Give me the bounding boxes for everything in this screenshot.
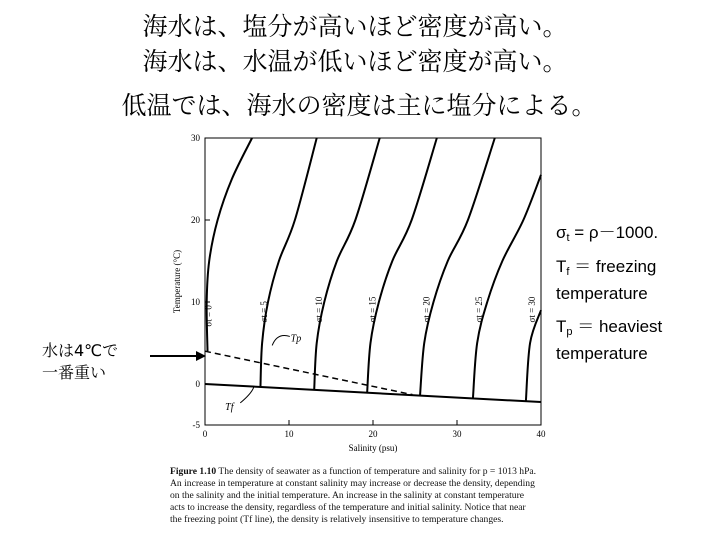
isopycnal-label: σt = 30	[527, 296, 538, 323]
caption-line-5: the freezing point (Tf line), the density is relatively insensitive to temperature changes.	[170, 514, 504, 525]
x-tick-label: 20	[368, 429, 378, 439]
figure-caption	[170, 466, 600, 526]
chart-axes	[205, 138, 541, 425]
isopycnal-label: σt = 10	[313, 296, 324, 323]
tp-definition	[556, 316, 662, 365]
sigma-definition	[556, 222, 658, 249]
isopycnal-line	[526, 310, 541, 401]
x-axis-label: Salinity (psu)	[348, 443, 398, 453]
isopycnal-label: σt = 20	[421, 296, 432, 323]
isopycnal-label: σt = 15	[367, 296, 378, 323]
tf-curve-label: Tf	[225, 402, 234, 414]
title-line-2: 海水は、水温が低いほど密度が高い。	[142, 47, 568, 76]
y-tick-label: 10	[191, 297, 200, 307]
caption-text-1: The density of seawater as a function of temperature and salinity for p = 1013 hPa.	[216, 466, 537, 477]
x-tick-label: 30	[452, 429, 462, 439]
chart-arrow	[150, 351, 206, 361]
tf-prefix: T	[556, 257, 567, 276]
tp-curve-label: Tp	[290, 333, 302, 345]
y-tick-label: 30	[191, 133, 200, 143]
caption-line-2: An increase in temperature at constant salinity may increase or decrease the density, depending	[170, 478, 535, 489]
sigma-rest: = ρ－1000.	[569, 223, 659, 242]
max-density-note-line-1: 水は4℃で	[42, 341, 119, 360]
isopycnal-line	[420, 138, 495, 395]
caption-line-3: on the salinity and the initial temperature. An increase in the salinity at constant temperature	[170, 490, 525, 501]
caption-line-4: acts to increase the density, regardless of the temperature and initial salinity. Notice that near	[170, 502, 526, 513]
tp-rest1: ＝ heaviest	[572, 317, 663, 336]
max-density-line	[205, 351, 412, 394]
isopycnal-label: σt = 0	[203, 305, 214, 327]
tp-prefix: T	[556, 317, 567, 336]
y-tick-label: 0	[195, 379, 200, 389]
tp-sub: p	[566, 326, 573, 338]
isopycnal-line	[260, 138, 316, 387]
isopycnal-line	[367, 138, 437, 393]
x-tick-label: 10	[284, 429, 294, 439]
x-tick-label: 40	[536, 429, 546, 439]
sigma-sub: t	[566, 232, 570, 244]
y-tick-label: -5	[192, 420, 200, 430]
sigma-prefix: σ	[556, 223, 567, 242]
isopycnal-line	[473, 175, 541, 398]
chart-series	[205, 138, 541, 402]
isopycnal-label: σt = 25	[474, 296, 485, 323]
title-line-1: 海水は、塩分が高いほど密度が高い。	[142, 12, 568, 41]
density-chart	[150, 130, 560, 453]
title-line-3: 低温では、海水の密度は主に塩分による。	[121, 91, 597, 120]
tp-rest2: temperature	[556, 344, 648, 363]
y-tick-label: 20	[191, 215, 200, 225]
tf-sub: f	[566, 266, 570, 278]
tf-definition	[556, 256, 656, 305]
caption-line-1	[170, 466, 600, 478]
tf-leader	[240, 387, 253, 403]
x-tick-label: 0	[202, 429, 208, 439]
plot-frame	[205, 138, 541, 425]
isopycnal-label: σt = 5	[259, 301, 270, 323]
max-density-note-line-2: 一番重い	[42, 363, 107, 382]
tf-rest2: temperature	[556, 284, 648, 303]
caption-fig-number: Figure 1.10	[170, 466, 217, 477]
tf-rest1: ＝ freezing	[569, 257, 657, 276]
max-density-note	[42, 340, 118, 384]
tp-leader	[272, 335, 290, 345]
y-axis-label: Temperature (°C)	[172, 249, 182, 314]
